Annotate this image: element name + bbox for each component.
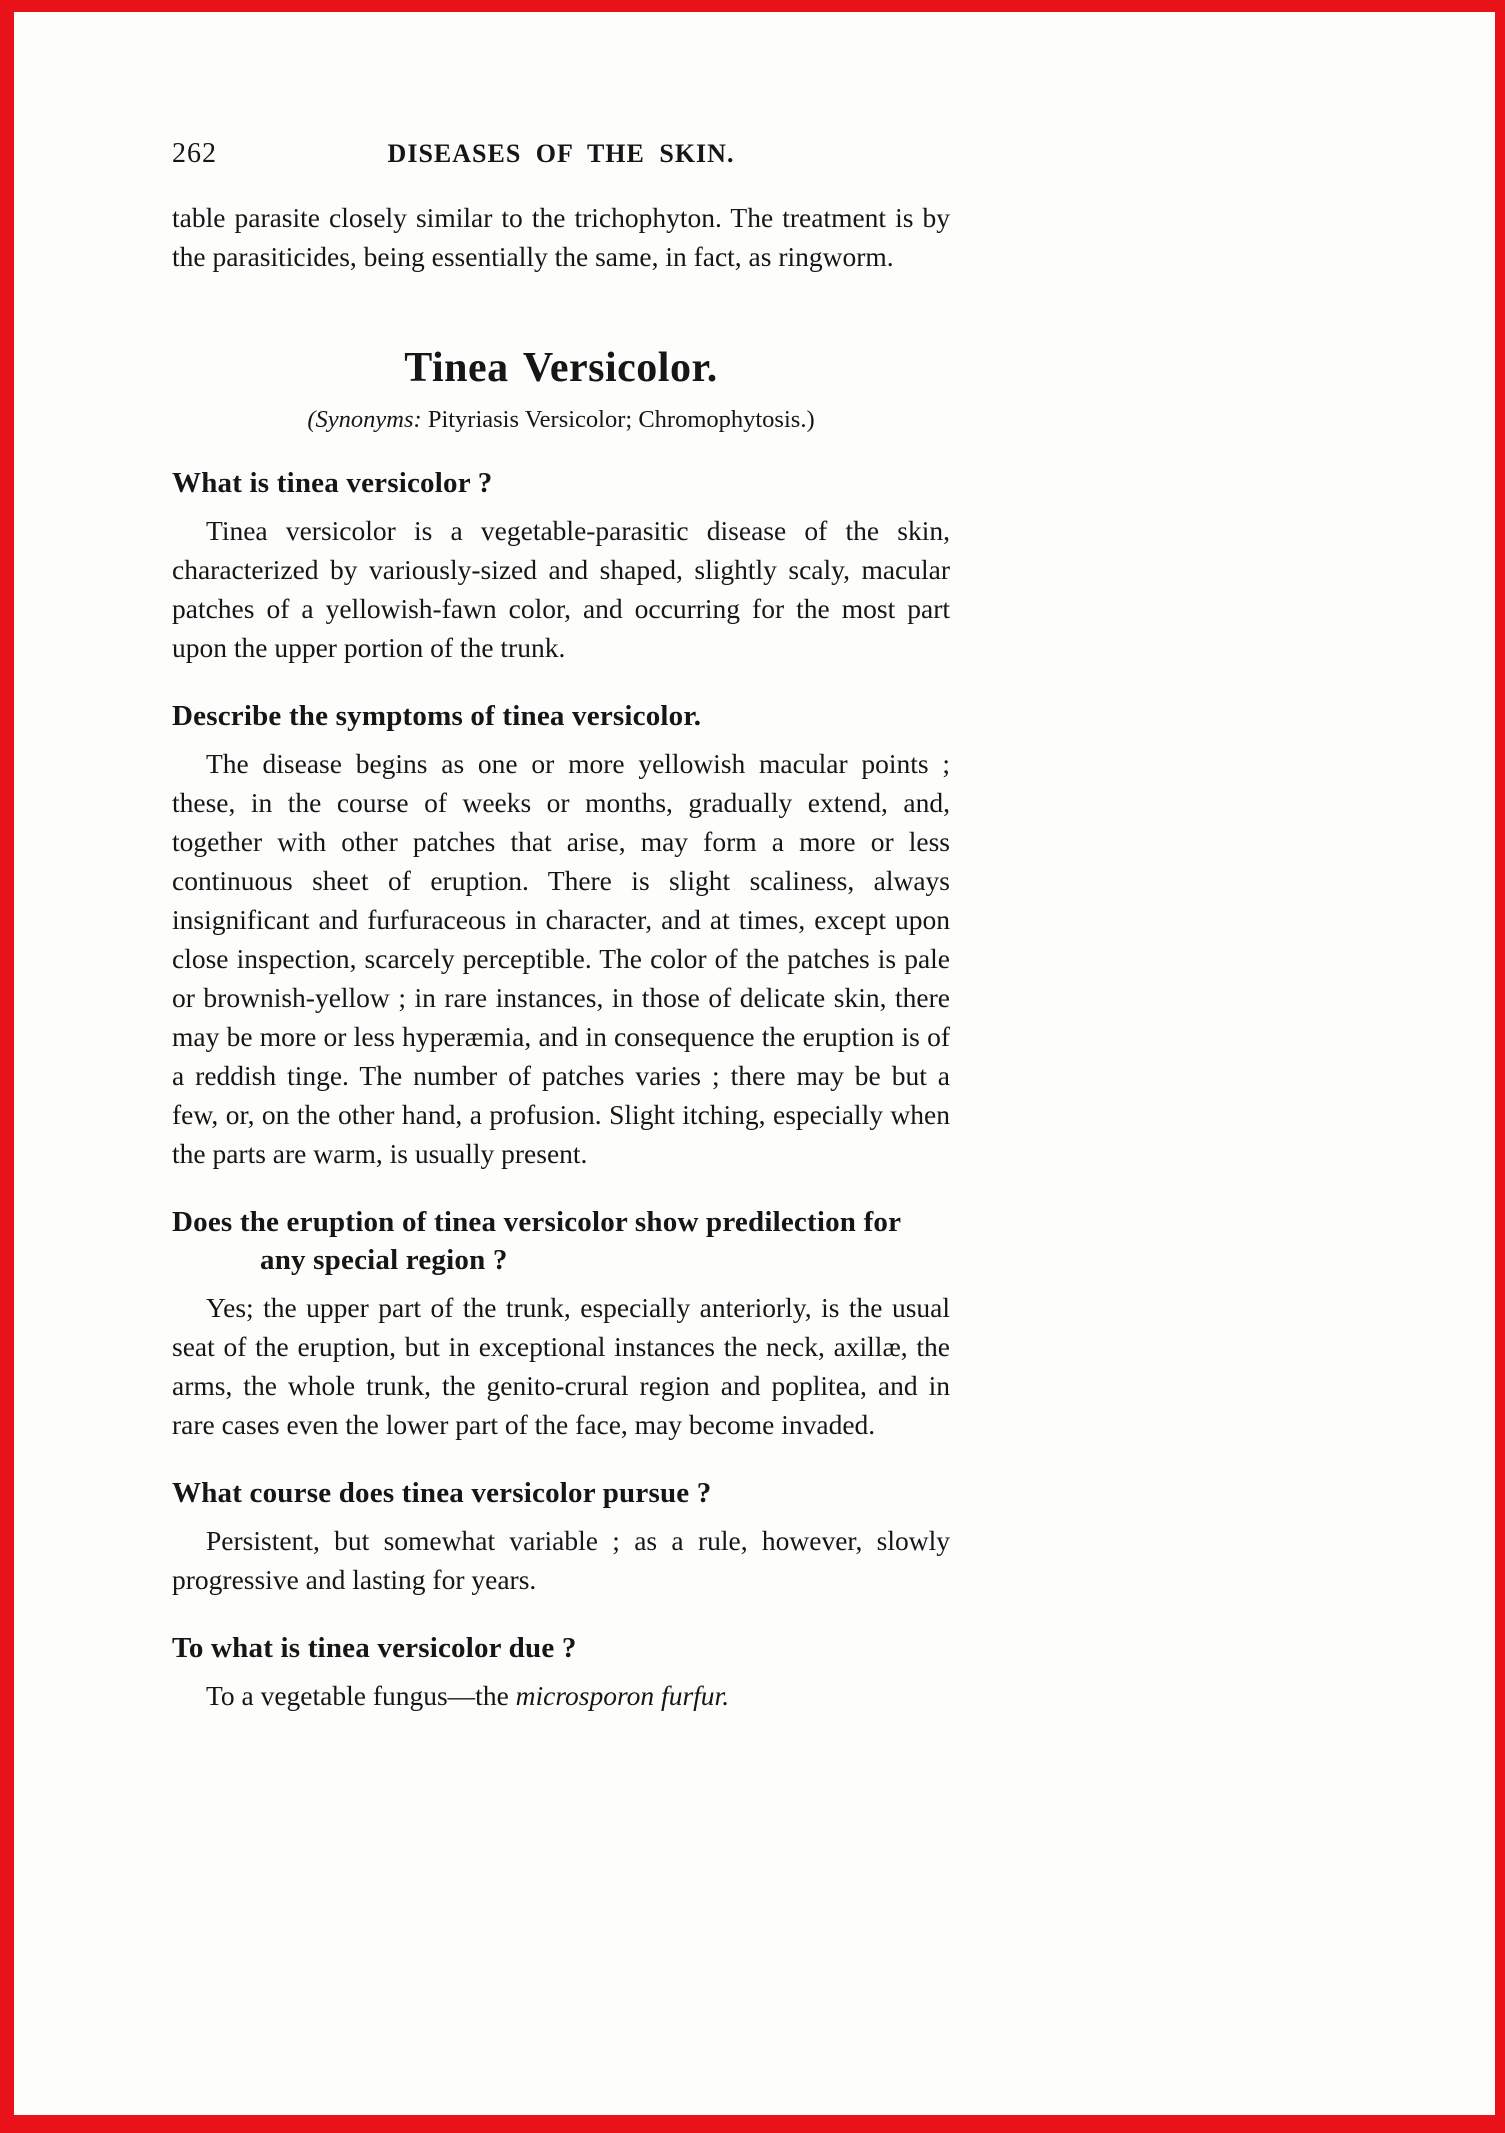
qa-question: Does the eruption of tinea versicolor show predilection for any special region ? — [172, 1206, 901, 1276]
page-border-right — [1495, 0, 1505, 2133]
qa-answer: The disease begins as one or more yellowish macular points ; these, in the course of weeks or months, gradually extend, and, together with other patches that arise, may form a more or less continuous sheet of eruption. There is slight scaliness, always insignificant and furfuraceous in character, and at times, except upon close inspection, scarcely perceptible. The color of the patches is pale or brownish-yellow ; in rare instances, in those of delicate skin, there may be more or less hyperæmia, and in consequence the eruption is of a reddish tinge. The number of patches varies ; there may be but a few, or, on the other hand, a profusion. Slight itching, especially when the parts are warm, is usually present. — [172, 748, 950, 1169]
qa-answer — [172, 1676, 950, 1715]
page-border-bottom — [0, 2115, 1505, 2133]
page-border-left — [0, 0, 14, 2133]
synonyms-line — [172, 406, 950, 434]
qa-section-4 — [172, 1474, 950, 1599]
qa-answer-italic-term: microsporon furfur. — [515, 1680, 730, 1711]
qa-section-5 — [172, 1629, 950, 1715]
qa-question: What course does tinea versicolor pursue ? — [172, 1477, 712, 1509]
qa-answer-text: To a vegetable fungus—the — [206, 1680, 516, 1711]
qa-answer: Tinea versicolor is a vegetable-parasitic disease of the skin, characterized by variously-sized and shaped, slightly scaly, macular patches of a yellowish-fawn color, and occurring for the most part upon the upper portion of the trunk. — [172, 515, 950, 663]
running-title: DISEASES OF THE SKIN. — [387, 139, 735, 168]
page-content — [172, 0, 950, 1715]
qa-answer: Persistent, but somewhat variable ; as a rule, however, slowly progressive and lasting for years. — [172, 1525, 950, 1595]
synonyms-label: (Synonyms: — [307, 406, 422, 433]
qa-question: Describe the symptoms of tinea versicolor. — [172, 700, 702, 732]
qa-answer: Yes; the upper part of the trunk, especially anteriorly, is the usual seat of the eruption, but in exceptional instances the neck, axillæ, the arms, the whole trunk, the genito-crural region and poplitea, and in rare cases even the lower part of the face, may become invaded. — [172, 1292, 950, 1440]
page-header — [172, 138, 950, 172]
synonyms-text: Pityriasis Versicolor; Chromophytosis.) — [421, 406, 815, 433]
page-number: 262 — [172, 138, 217, 169]
qa-question: To what is tinea versicolor due ? — [172, 1632, 577, 1664]
qa-section-3 — [172, 1203, 950, 1444]
qa-section-1 — [172, 464, 950, 667]
qa-question: What is tinea versicolor ? — [172, 467, 493, 499]
chapter-title: Tinea Versicolor. — [404, 345, 718, 391]
intro-paragraph: table parasite closely similar to the trichophyton. The treatment is by the parasiticides, being essentially the same, in fact, as ringworm. — [172, 202, 950, 272]
qa-section-2 — [172, 697, 950, 1173]
